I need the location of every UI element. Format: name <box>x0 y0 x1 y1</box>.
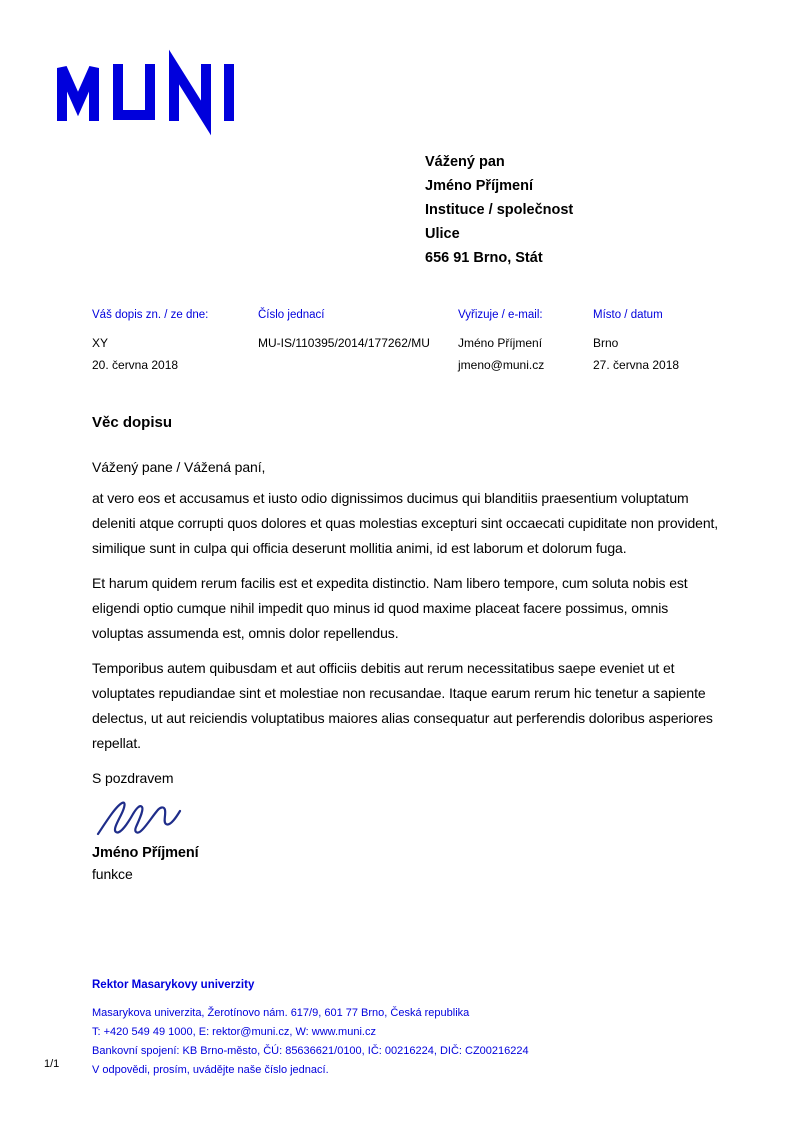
page-number: 1/1 <box>44 1058 60 1070</box>
signature-scribble-icon <box>94 798 184 840</box>
letter-body <box>92 410 720 885</box>
meta-value: 20. června 2018 <box>92 357 179 372</box>
footer-department: Rektor Masarykovy univerzity <box>92 979 255 991</box>
meta-value: jmeno@muni.cz <box>458 357 545 372</box>
meta-section <box>92 308 716 376</box>
recipient-line: Instituce / společnost <box>425 202 574 218</box>
recipient-address <box>425 150 573 270</box>
footer-note: V odpovědi, prosím, uvádějte naše číslo jednací. <box>92 1064 329 1076</box>
meta-label: Váš dopis zn. / ze dne: <box>92 309 209 321</box>
handwritten-signature <box>94 798 720 840</box>
recipient-line: Vážený pan <box>425 154 505 170</box>
letter-paragraph: at vero eos et accusamus et iusto odio dignissimos ducimus qui blanditiis praesentium voluptatum deleniti atque corrupti quos dolores et quas molestias excepturi sint occaecati cupiditate non provident, similique sunt in culpa qui officia deserunt mollitia animi, id est laborum et dolorum fuga. <box>92 490 719 556</box>
meta-label: Vyřizuje / e-mail: <box>458 309 543 321</box>
recipient-line: 656 91 Brno, Stát <box>425 250 543 266</box>
meta-value: Brno <box>593 336 619 350</box>
meta-value: XY <box>92 336 109 350</box>
recipient-line: Ulice <box>425 226 460 242</box>
meta-column-place-date <box>593 308 716 376</box>
meta-value: MU-IS/110395/2014/177262/MU <box>258 336 430 350</box>
letter-subject: Věc dopisu <box>92 414 173 431</box>
meta-column-handler <box>458 308 593 376</box>
signer-name: Jméno Příjmení <box>92 845 199 861</box>
meta-label: Místo / datum <box>593 309 663 321</box>
muni-logo <box>57 64 234 121</box>
recipient-line: Jméno Příjmení <box>425 178 533 194</box>
footer-bank: Bankovní spojení: KB Brno-město, ČÚ: 85636621/0100, IČ: 00216224, DIČ: CZ00216224 <box>92 1045 529 1057</box>
letter-paragraph: Et harum quidem rerum facilis est et expedita distinctio. Nam libero tempore, cum soluta nobis est eligendi optio cumque nihil impedit quo minus id quod maxime placeat facere possimus, omnis voluptas assumenda est, omnis dolor repellendus. <box>92 575 688 641</box>
footer-section <box>92 976 529 1080</box>
letter-closing: S pozdravem <box>92 770 174 786</box>
letter-salutation: Vážený pane / Vážená paní, <box>92 459 266 475</box>
letter-paragraph: Temporibus autem quibusdam et aut officiis debitis aut rerum necessitatibus saepe eveniet ut et voluptates repudiandae sint et molestiae non recusandae. Itaque earum rerum hic tenetur a sapiente delectus, ut aut reiciendis voluptatibus maiores alias consequatur aut perferendis doloribus asperiores repellat. <box>92 660 713 751</box>
meta-label: Číslo jednací <box>258 309 325 321</box>
footer-contacts: T: +420 549 49 1000, E: rektor@muni.cz, W: www.muni.cz <box>92 1026 376 1038</box>
signer-role: funkce <box>92 866 133 882</box>
meta-value: 27. června 2018 <box>593 357 680 372</box>
meta-column-reference <box>92 308 258 376</box>
meta-value: Jméno Příjmení <box>458 336 543 350</box>
footer-address: Masarykova univerzita, Žerotínovo nám. 617/9, 601 77 Brno, Česká republika <box>92 1007 470 1019</box>
muni-logo-icon <box>57 64 234 121</box>
meta-column-file-number <box>258 308 458 376</box>
